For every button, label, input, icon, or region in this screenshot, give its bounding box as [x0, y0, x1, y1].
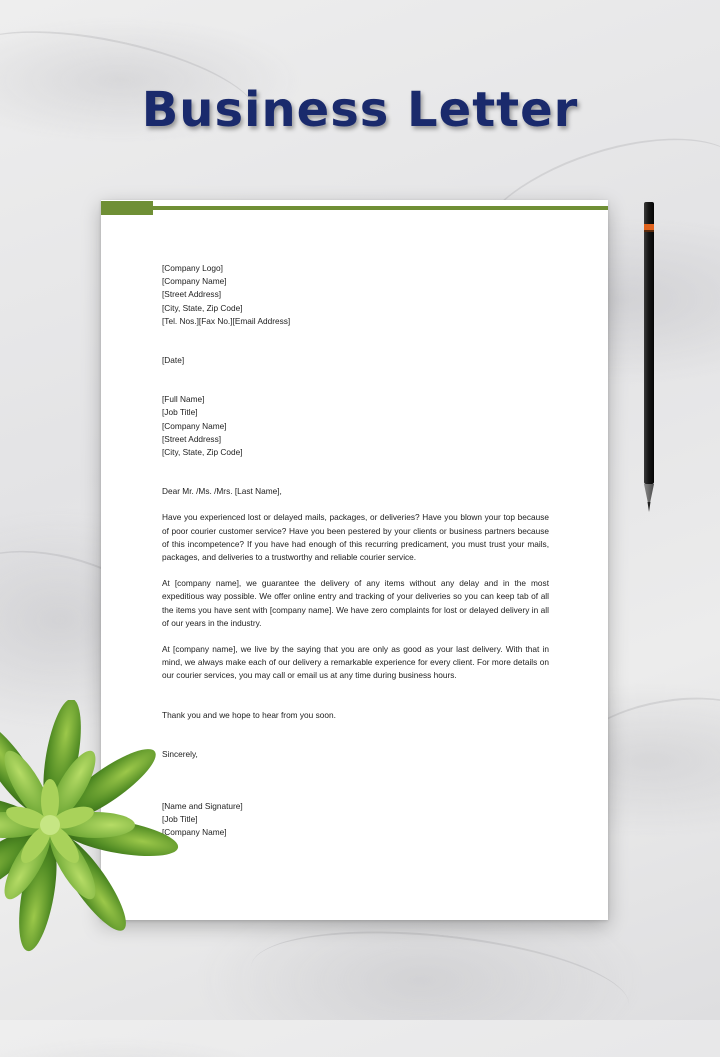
letter-date: [Date] — [162, 355, 185, 366]
header-accent-line — [153, 206, 608, 210]
recipient-company: [Company Name] — [162, 420, 227, 431]
closing-line: Thank you and we hope to hear from you soon. — [162, 709, 336, 720]
recipient-block — [162, 393, 549, 459]
sender-street: [Street Address] — [162, 289, 222, 300]
marble-vein — [246, 915, 635, 1056]
recipient-city: [City, State, Zip Code] — [162, 447, 243, 458]
signature-title: [Job Title] — [162, 814, 198, 825]
sender-block — [162, 262, 549, 328]
body-paragraph: At [company name], we guarantee the delivery of any items without any delay and in the most expeditious way possible. We offer online entry and tracking of your deliveries so you can keep tab of all the items you have sent with [company name]. We have zero complaints for lost or delayed delivery in all of our years in the industry. — [162, 578, 549, 628]
recipient-street: [Street Address] — [162, 433, 222, 444]
sender-logo: [Company Logo] — [162, 263, 223, 273]
sender-contact: [Tel. Nos.][Fax No.][Email Address] — [162, 315, 291, 326]
signature-company: [Company Name] — [162, 827, 227, 838]
salutation: Dear Mr. /Ms. /Mrs. [Last Name], — [162, 486, 282, 497]
header-accent-block — [101, 201, 153, 215]
body-paragraph: At [company name], we live by the saying that you are only as good as your last delivery. With that in mind, we always make each of our delivery a remarkable experience for every client. For more details on our courier services, you may call or email us at any time during business hours. — [162, 644, 549, 681]
body-paragraph: Have you experienced lost or delayed mails, packages, or deliveries? Have you blown your top because of poor courier customer service? Have you been pestered by your clients or business partners because of this incompetence? If you have had enough of this recurring predicament, you must trust your mails, packages, and deliveries to a trustworthy and reliable courier service. — [162, 512, 549, 563]
signature-name: [Name and Signature] — [162, 801, 243, 812]
recipient-name: [Full Name] — [162, 394, 205, 405]
recipient-title: [Job Title] — [162, 407, 198, 418]
page-headline: Business Letter — [141, 82, 579, 138]
sender-city: [City, State, Zip Code] — [162, 302, 243, 313]
letter-body — [162, 262, 549, 840]
succulent-plant-image — [0, 700, 180, 970]
pencil-image — [643, 202, 655, 514]
signature-block — [162, 800, 549, 840]
sender-company: [Company Name] — [162, 276, 227, 287]
sign-off: Sincerely, — [162, 748, 198, 759]
